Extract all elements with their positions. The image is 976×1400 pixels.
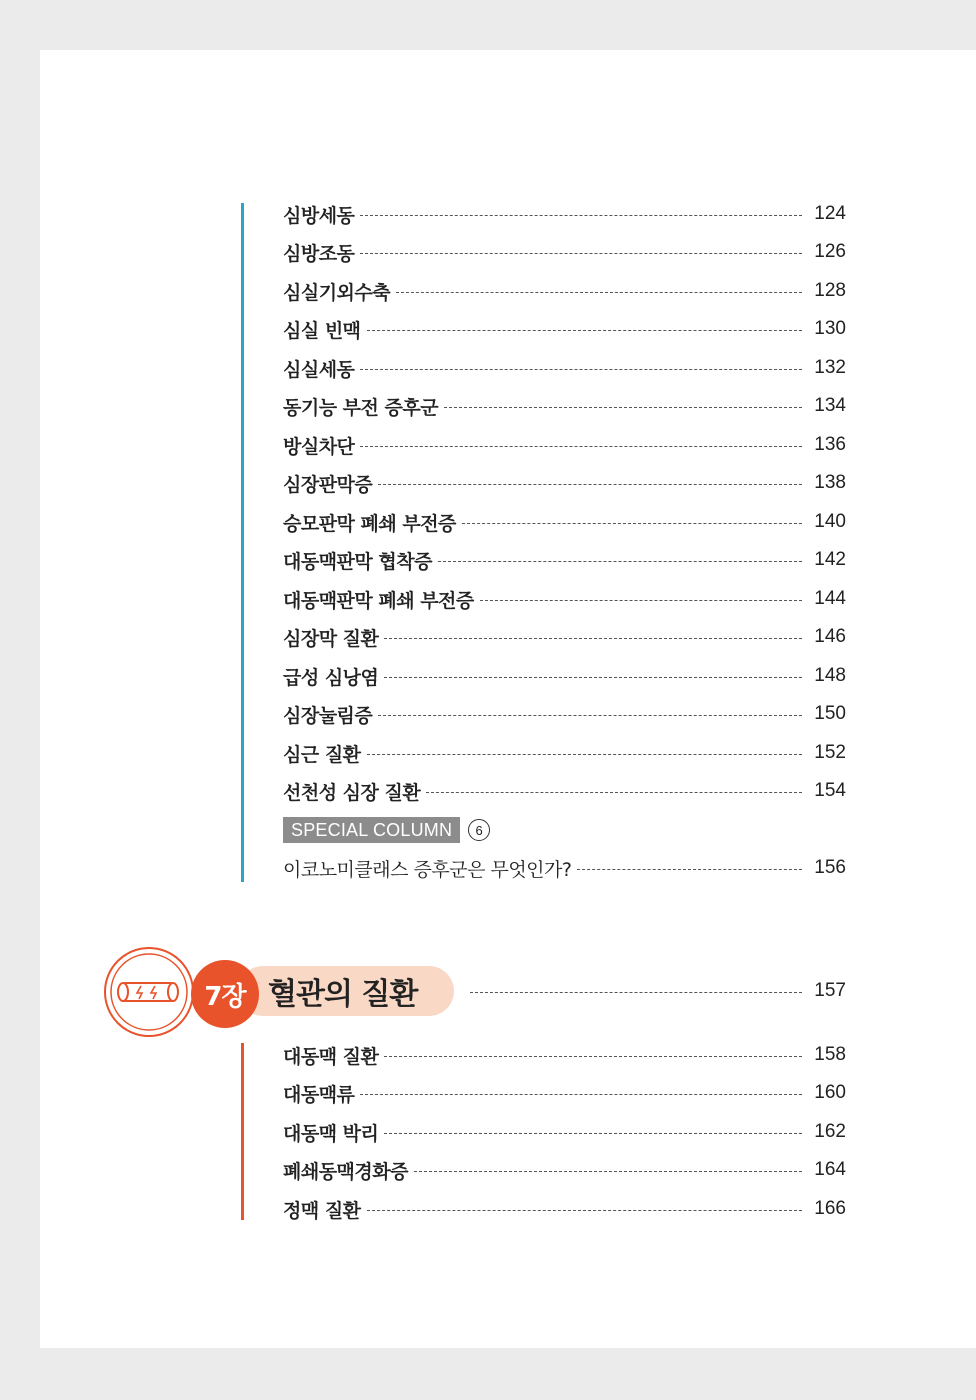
toc-entry[interactable]: [283, 468, 846, 498]
toc-entry[interactable]: [283, 1078, 846, 1108]
toc-entry[interactable]: [283, 738, 846, 768]
special-column-header: [283, 816, 490, 844]
toc-entry[interactable]: [283, 391, 846, 421]
toc-entry-title: 대동맥 박리: [283, 1122, 379, 1145]
toc-entry[interactable]: [283, 776, 846, 806]
toc-entry[interactable]: [283, 661, 846, 691]
toc-entry[interactable]: [283, 199, 846, 229]
dot-leader: [384, 638, 802, 639]
toc-entry-title: 심장막 질환: [283, 627, 379, 650]
toc-entry-title: 심실기외수축: [283, 281, 391, 304]
toc-entry-title: 대동맥 질환: [283, 1045, 379, 1068]
dot-leader: [360, 1094, 802, 1095]
dot-leader: [462, 523, 802, 524]
toc-entry-title: 정맥 질환: [283, 1199, 361, 1222]
toc-entry-title: 선천성 심장 질환: [283, 781, 421, 804]
dot-leader: [414, 1171, 802, 1172]
toc-entry-page: 126: [814, 241, 846, 262]
toc-entry-title: 심장판막증: [283, 473, 373, 496]
toc-entry-title: 심근 질환: [283, 743, 361, 766]
dot-leader: [444, 407, 802, 408]
dot-leader: [367, 330, 802, 331]
chapter-page-row[interactable]: [470, 976, 846, 1006]
toc-entry[interactable]: [283, 1117, 846, 1147]
dot-leader: [384, 677, 802, 678]
toc-entry-page: 132: [814, 357, 846, 378]
toc-entry-page: 130: [814, 318, 846, 339]
dot-leader: [396, 292, 802, 293]
toc-entry-title: 심실세동: [283, 358, 355, 381]
toc-entry[interactable]: [283, 430, 846, 460]
toc-entry-page: 146: [814, 626, 846, 647]
chapter-number-badge: 7장: [191, 960, 259, 1028]
toc-entry-page: 162: [814, 1121, 846, 1142]
toc-entry-title: 승모판막 폐쇄 부전증: [283, 512, 456, 535]
chapter-accent-bar: [241, 1043, 244, 1220]
toc-entry-title: 심실 빈맥: [283, 319, 361, 342]
toc-entry-page: 128: [814, 280, 846, 301]
toc-entry-page: 150: [814, 703, 846, 724]
toc-entry-page: 144: [814, 588, 846, 609]
dot-leader: [577, 869, 802, 870]
dot-leader: [378, 484, 802, 485]
dot-leader: [426, 792, 802, 793]
toc-entry[interactable]: [283, 584, 846, 614]
section-accent-bar: [241, 203, 244, 882]
toc-entry-page: 124: [814, 203, 846, 224]
toc-entry[interactable]: [283, 1040, 846, 1070]
toc-entry-page: 152: [814, 742, 846, 763]
toc-entry[interactable]: [283, 237, 846, 267]
dot-leader: [480, 600, 802, 601]
toc-entry-title: 폐쇄동맥경화증: [283, 1160, 408, 1183]
dot-leader: [360, 369, 802, 370]
dot-leader: [470, 992, 802, 993]
toc-entry-title: 급성 심낭염: [283, 666, 379, 689]
toc-entry-page: 166: [814, 1198, 846, 1219]
toc-entry-page: 160: [814, 1082, 846, 1103]
toc-entry-title: 대동맥판막 폐쇄 부전증: [283, 589, 474, 612]
toc-entry[interactable]: [283, 353, 846, 383]
toc-entry-title: 동기능 부전 증후군: [283, 396, 439, 419]
chapter-title[interactable]: 혈관의 질환: [268, 977, 418, 1012]
toc-entry-title: 심방세동: [283, 204, 355, 227]
toc-entry-page: 158: [814, 1044, 846, 1065]
toc-entry-page: 164: [814, 1159, 846, 1180]
toc-entry-title: 대동맥판막 협착증: [283, 550, 432, 573]
special-column-number: 6: [468, 819, 490, 841]
dot-leader: [384, 1056, 802, 1057]
toc-entry-page: 148: [814, 665, 846, 686]
toc-entry-title: 이코노미클래스 증후군은 무엇인가?: [283, 858, 572, 881]
dot-leader: [367, 754, 802, 755]
toc-entry-title: 대동맥류: [283, 1083, 355, 1106]
toc-entry-page: 138: [814, 472, 846, 493]
toc-entry-title: 심장눌림증: [283, 704, 373, 727]
special-column-label: SPECIAL COLUMN: [283, 817, 460, 843]
toc-entry[interactable]: [283, 545, 846, 575]
toc-entry-page: 142: [814, 549, 846, 570]
dot-leader: [438, 561, 802, 562]
toc-entry[interactable]: [283, 1194, 846, 1224]
blood-vessel-icon: [103, 946, 195, 1038]
toc-entry-title: 방실차단: [283, 435, 355, 458]
toc-entry[interactable]: [283, 314, 846, 344]
dot-leader: [367, 1210, 802, 1211]
dot-leader: [360, 215, 802, 216]
toc-entry-page: 136: [814, 434, 846, 455]
toc-entry-page: 156: [814, 857, 846, 878]
toc-entry[interactable]: [283, 276, 846, 306]
dot-leader: [384, 1133, 802, 1134]
toc-entry-page: 154: [814, 780, 846, 801]
toc-entry-page: 134: [814, 395, 846, 416]
dot-leader: [360, 446, 802, 447]
chapter-page: 157: [814, 980, 846, 1001]
toc-entry[interactable]: [283, 622, 846, 652]
toc-entry[interactable]: [283, 1155, 846, 1185]
special-column-entry[interactable]: [283, 853, 846, 883]
dot-leader: [378, 715, 802, 716]
toc-entry[interactable]: [283, 507, 846, 537]
toc-entry[interactable]: [283, 699, 846, 729]
toc-entry-title: 심방조동: [283, 242, 355, 265]
dot-leader: [360, 253, 802, 254]
toc-entry-page: 140: [814, 511, 846, 532]
